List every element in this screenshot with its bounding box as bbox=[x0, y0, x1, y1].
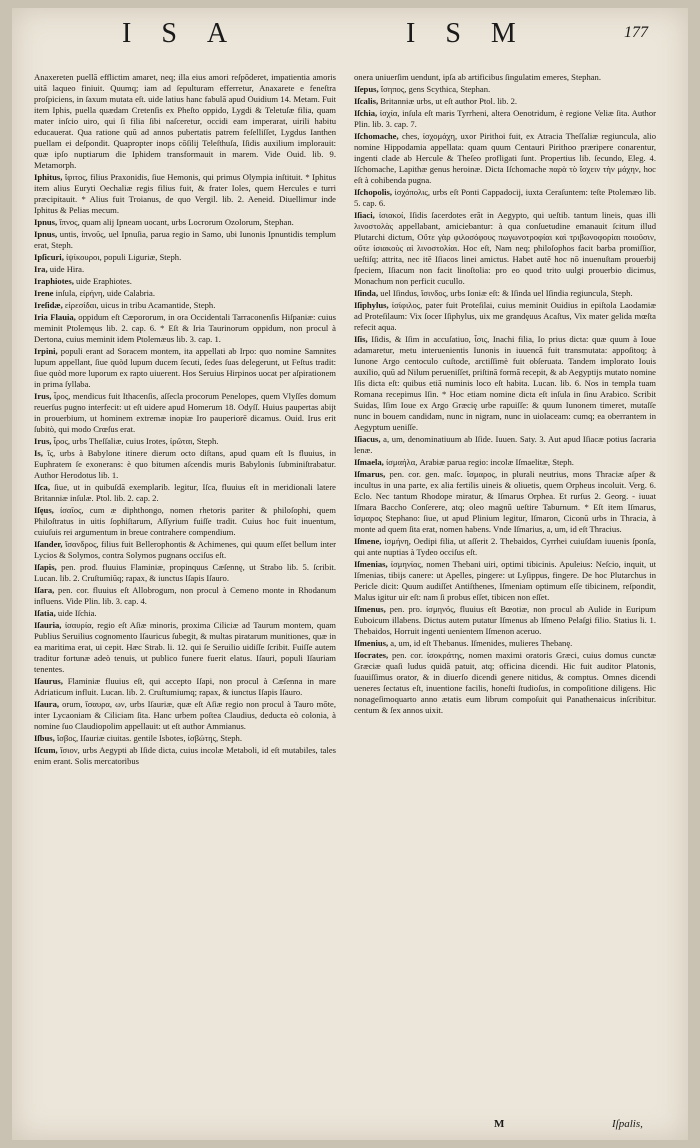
dictionary-entry bbox=[354, 187, 656, 209]
entry-text: ἴσηπος, gens Scythica, Stephan. bbox=[378, 84, 491, 94]
entry-headword: Ipſicuri, bbox=[34, 252, 64, 262]
entry-headword: Iſęus, bbox=[34, 505, 54, 515]
book-page bbox=[12, 8, 688, 1140]
entry-headword: Irus, bbox=[34, 436, 52, 446]
entry-headword: Ipnus, bbox=[34, 217, 58, 227]
entry-text: Iſidis, & Iſim in accuſatiuo, ἶσις, Inachi filia, Io prius dicta: quæ quum à Ioue adamaretur, metu interuenientis Iunonis in iuuencā fuit transmutata: appoſitoq; à Iunone Argo centoculo cuſtode, arctiſſimè fuit obſeruata. Tandem implorato Iouis auxilio, quū ad Nilum perueniſſet, priſtinā formā recepit, & ab Aegyptijs mutato nomine Iſis dicta eſt: quibus etiā numinis loco eſt habita. Lucan. lib. 6. Nos in templa tuam Romana recepimus Iſin. * Hoc etiam nomine dicta eſt inſula in ſinu Arabico. Scribit Suidas, Iſim Ioue ex Argo Græcię urbe rapuiſſe: & quum Iunonem timeret, mutaſſe nunc in bouem candidam, nunc in nigram, nunc in uiolaceam: cumq; ea oberrantem in Aegyptum ueniſſe. bbox=[354, 334, 656, 432]
dictionary-entry bbox=[34, 346, 336, 390]
entry-headword: Iſocrates, bbox=[354, 650, 389, 660]
entry-text: ἴσανδρος, filius fuit Bellerophontis & Achimenes, qui quum eſſet bellum inter Lycios & Solymos, contra Solymos pugnans occiſus eſt. bbox=[34, 539, 336, 560]
entry-headword: Iſaura, bbox=[34, 699, 60, 709]
entry-text: ἰσχία, inſula eſt maris Tyrrheni, altera Oenotridum, è regione Veliæ ſita. Author Plin. lib. 3. cap. 7. bbox=[354, 108, 656, 129]
entry-headword: Iphitus, bbox=[34, 172, 63, 182]
dictionary-entry bbox=[34, 699, 336, 732]
entry-headword: Iſara, bbox=[34, 585, 55, 595]
entry-headword: Iſmaela, bbox=[354, 457, 384, 467]
entry-headword: Iſinda, bbox=[354, 288, 379, 298]
dictionary-entry bbox=[354, 288, 656, 299]
dictionary-entry bbox=[34, 585, 336, 607]
dictionary-entry bbox=[354, 84, 656, 95]
entry-headword: Iſmenius, bbox=[354, 638, 389, 648]
entry-text: ἰσμαήλα, Arabiæ parua regio: incolæ Iſmaelitæ, Steph. bbox=[383, 457, 574, 467]
entry-text: oppidum eſt Cæpororum, in ora Occidentali Tarraconenſis Hiſpaniæ: cuius meminit Ptolemęus lib. 2. cap. 6. * Eſt & Iria Taurinorum oppidum, non procul à Dertona, cuius meminit idem Ptolemæus lib. 3. cap. 1. bbox=[34, 312, 336, 344]
dictionary-entry bbox=[34, 482, 336, 504]
entry-text: εἰρεσίδαι, uicus in tribu Acamantide, Steph. bbox=[62, 300, 216, 310]
dictionary-entry bbox=[34, 608, 336, 619]
entry-headword: Iſatia, bbox=[34, 608, 56, 618]
entry-headword: Ireſidæ, bbox=[34, 300, 63, 310]
dictionary-entry bbox=[34, 391, 336, 435]
entry-text: pen. cor. ἰσοκράτης, nomen maximi oratoris Græci, cuius domus cunctæ Græciæ quaſi ludus quidā patuit, atq; officina dicendi. Hic fuit auditor Platonis, ſuauiſſimus orator, & in diuerſo dicendi genere nitidus, & comptus. Omnes dicendi ueneres ſectatus eſt, inuentione facilis, honeſti ſtudioſus, in compoſitione diligens. Hic nonageſimoquarto anno ætatis eum librum compoſuit qui Panathenaicus inſcribitur. centum & ſex annos uixit. bbox=[354, 650, 656, 715]
dictionary-entry bbox=[34, 172, 336, 216]
entry-text: ἰψίκουροι, populi Liguriæ, Steph. bbox=[63, 252, 182, 262]
entry-headword: Iſander, bbox=[34, 539, 63, 549]
dictionary-entry bbox=[34, 733, 336, 744]
entry-text: ἶρος, urbs Theſſaliæ, cuius Irotes, ἰρῶται, Steph. bbox=[51, 436, 219, 446]
dictionary-entry bbox=[354, 536, 656, 558]
entry-headword: Iſiphylus, bbox=[354, 300, 389, 310]
entry-headword: Iſcalis, bbox=[354, 96, 379, 106]
page-footer bbox=[12, 1118, 688, 1136]
entry-text: ches, ἰσχομάχη, uxor Pirithoi fuit, ex Atracia Theſſaliæ regiuncula, alio nomine Hippodamia appellata: quam quum Centauri Pirithoo præripere conarentur, ingenti clade ab Hercule & Theſeo profligati ſunt. Propertius lib. ſecundo, Eleg. 4. Iſchomache, Lapithæ genus heroinæ. Dicta Iſchomache παρὰ τὸ ἴσχειν τὴν μάχην, hoc eſt à cohibenda pugna. bbox=[354, 131, 656, 185]
entry-headword: Ira, bbox=[34, 264, 48, 274]
entry-headword: Iraphiotes, bbox=[34, 276, 74, 286]
entry-text: ἶρος, mendicus fuit Ithacenſis, aſſecla procorum Penelopes, quem Vlyſſes domum reuerſus pugno interfecit: ut eſt uidere apud Homerum 18. Odyſſ. Huius paupertas abijt in prouerbium, ut hominem extremæ inopiæ Iro pauperiorē dicamus. Ouid. Irus erit ſubitò, qui modo Crœſus erat. bbox=[34, 391, 336, 434]
entry-text: ἴπνος, quam alij Ipneam uocant, urbs Locrorum Ozolorum, Stephan. bbox=[57, 217, 294, 227]
entry-headword: Iria Flauia, bbox=[34, 312, 76, 322]
right-column bbox=[354, 72, 656, 717]
dictionary-entry bbox=[354, 604, 656, 637]
entry-headword: Iſchopolis, bbox=[354, 187, 392, 197]
entry-headword: Iſmenus, bbox=[354, 604, 386, 614]
dictionary-entry bbox=[34, 745, 336, 767]
dictionary-entry bbox=[354, 434, 656, 456]
entry-text: ἰσίφιλος, pater fuit Proteſilai, cuius meminit Ouidius in epiſtola Laodamiæ ad Proteſilaum: Vix ſocer Iſiphylus, uix me grandęuus Acaſtus, Vix mater gelida mœſta refecit aqua. bbox=[354, 300, 656, 332]
dictionary-entry bbox=[34, 539, 336, 561]
entry-headword: Irus, bbox=[34, 391, 52, 401]
dictionary-entry bbox=[34, 288, 336, 299]
dictionary-entry bbox=[354, 96, 656, 107]
dictionary-entry bbox=[34, 312, 336, 345]
dictionary-entry bbox=[354, 72, 656, 83]
dictionary-entry bbox=[34, 217, 336, 228]
dictionary-entry bbox=[354, 650, 656, 716]
entry-text: populi erant ad Soracem montem, ita appellati ab Irpo: quo nomine Samnites lupum appellant, ſiue quòd lupum ducem ſecuti, ſedes ſuas delegerunt, ut Feſtus tradit: ſiue quòd more luporum ex rapto uiuerent. Hos Seruius Hirpinos uocat per aſpirationem in prima ſyllaba. bbox=[34, 346, 336, 389]
entry-text: ἰσιακοί, Iſidis ſacerdotes erāt in Aegypto, qui ueſtib. tantum lineis, quas illi λινοστολὰς appellabant, amiciebantur: à qua conſuetudine emanauit ſcitum illud Plutarchi dictum, Οὔτε γὰρ φιλοσόφους πωγωνοτροφίαι καὶ τριβωνοφορίαι ποιοῦσιν, οὔτε ἰσιακοὺς αἱ λινοστολίαι. Hoc eſt, Nam neq; philoſophos facit barba promiſſior, ueſtiſq; attrita, nec itē Iſiacos linei amictus. Habet autē hoc nō inuenuſtam prouerbij ſpeciem, Iſiacum non facit linoſtolia: pro eo quod trito uulgi prouerbio dicimus, Monachum non perficit cucullo. bbox=[354, 210, 656, 286]
entry-text: uel Iſindus, ἴσινδος, urbs Ioniæ eſt: & Iſinda uel Iſindia regiuncula, Steph. bbox=[378, 288, 633, 298]
entry-text: untis, ἰπνοῦς, uel Ipnuſia, parua regio in Samo, ubi Iunonis Ipnuntidis templum erat, Steph. bbox=[34, 229, 336, 250]
entry-headword: Iſmenias, bbox=[354, 559, 388, 569]
dictionary-entry bbox=[354, 131, 656, 186]
entry-text: ἰσαῖος, cum æ diphthongo, nomen rhetoris pariter & philoſophi, quem Philoſtratus in uitis ſophiſtarum, Aſſyrium fuiſſe tradit. Cuius hoc fuit inuentum, cuiuſuis rei argumentum in breue contrahere compendium. bbox=[34, 505, 336, 537]
entry-text: a, um, denominatiuum ab Iſide. Iuuen. Saty. 3. Aut apud Iſiacæ potius ſacraria lenæ. bbox=[354, 434, 656, 455]
left-column bbox=[34, 72, 336, 768]
entry-text: orum, ἴσαυρα, ων, urbs Iſauriæ, quæ eſt Aſiæ regio non procul à Tauro mōte, inter Lycaoniam & Ciliciam ſita. Hanc urbem poſtea Claudius, deducta eò colonia, à nomine ſuo Claudiopolim appellauit: ut eſt author Ammianus. bbox=[34, 699, 336, 731]
entry-text: inſula, εἰρήνη, uide Calabria. bbox=[53, 288, 156, 298]
entry-text: uide Hira. bbox=[47, 264, 85, 274]
dictionary-entry bbox=[34, 505, 336, 538]
entry-headword: Iſauria, bbox=[34, 620, 62, 630]
entry-headword: Iſis, bbox=[354, 334, 368, 344]
entry-text: ἴσιον, urbs Aegypti ab Iſide dicta, cuius incolæ Metaboli, id eſt mutabiles, tales enim erant. Solis mercatoribus bbox=[34, 745, 336, 766]
entry-text: ἰσμηνίας, nomen Thebani uiri, optimi tibicinis. Apuleius: Neſcio, inquit, ut Iſmenias, tibijs canere: ut Apelles, pingere: ut Lyſippus, fingere. De hoc Plutarchus in Pericle dicit: Quum audiſſet Antiſthenes, Iſmeniam optimum eſſe tibicinem, reſpondit, Malus igitur uir eſt: nam ſi probus eſſet, tibicen non eſſet. bbox=[354, 559, 656, 602]
entry-text: uide Eraphiotes. bbox=[73, 276, 132, 286]
entry-headword: Iſmarus, bbox=[354, 469, 386, 479]
signature-mark: M bbox=[494, 1118, 505, 1130]
entry-headword: Iſchomache, bbox=[354, 131, 399, 141]
entry-text: ἰσχόπολις, urbs eſt Ponti Cappadocij, iuxta Ceraſuntem: teſte Ptolemæo lib. 5. cap. 6. bbox=[354, 187, 656, 208]
dictionary-entry bbox=[354, 210, 656, 287]
dictionary-entry bbox=[354, 469, 656, 535]
dictionary-entry bbox=[354, 457, 656, 468]
dictionary-entry bbox=[354, 108, 656, 130]
entry-text: ἴς, urbs à Babylone itinere dierum octo diſtans, apud quam eſt Is fluuius, in Euphratem ſe exonerans: è quo bitumen aſcendis muris Babylonis ſubminiſtrabatur. Author Herodotus lib. 1. bbox=[34, 448, 336, 480]
entry-headword: Irpini, bbox=[34, 346, 58, 356]
entry-headword: Iſepus, bbox=[354, 84, 379, 94]
entry-headword: Iſiacus, bbox=[354, 434, 381, 444]
dictionary-entry bbox=[354, 300, 656, 333]
entry-text: Britanniæ urbs, ut eſt author Ptol. lib. 2. bbox=[378, 96, 518, 106]
header-right-word: ISM bbox=[406, 18, 546, 49]
entry-text: onera uniuerſim uendunt, ipſa ab artificibus ſingulatim emeres, Stephan. bbox=[354, 72, 602, 82]
entry-text: pen. prod. fluuius Flaminiæ, propinquus Cæſennę, ut Strabo lib. 5. ſcribit. Lucan. lib. 2. Cruſtumiūq; rapax, & iunctus Iſapis Iſauro. bbox=[34, 562, 336, 583]
dictionary-entry bbox=[34, 72, 336, 171]
dictionary-entry bbox=[34, 620, 336, 675]
page-number: 177 bbox=[624, 24, 648, 41]
entry-headword: Iſaurus, bbox=[34, 676, 63, 686]
dictionary-entry bbox=[354, 559, 656, 603]
entry-headword: Ipnus, bbox=[34, 229, 58, 239]
catchword: Iſpalis, bbox=[612, 1118, 643, 1130]
entry-headword: Iſcum, bbox=[34, 745, 58, 755]
dictionary-entry bbox=[34, 300, 336, 311]
dictionary-entry bbox=[354, 638, 656, 649]
dictionary-entry bbox=[34, 562, 336, 584]
dictionary-entry bbox=[34, 276, 336, 287]
entry-headword: Iſapis, bbox=[34, 562, 57, 572]
entry-text: ἰσμήνη, Oedipi filia, ut aſſerit 2. Thebaidos, Cyrrhei cuiuſdam iuuenis ſponſa, qui ante nuptias à Tydeo occiſus eſt. bbox=[354, 536, 656, 557]
entry-text: Flaminiæ fluuius eſt, qui accepto Iſapi, non procul à Cæſenna in mare Adriaticum influit. Lucan. lib. 2. Cruſtumiumq; rapax, & iunctus Iſapis Iſauro. bbox=[34, 676, 336, 697]
dictionary-entry bbox=[354, 334, 656, 433]
entry-text: uide Iſchia. bbox=[55, 608, 97, 618]
entry-text: ἴφιτος, filius Praxonidis, ſiue Hemonis, qui primus Olympia inſtituit. * Iphitus item alius Euryti Oechaliæ regis filius fuit, & frater Ioles, quem Hercules e turri præcipitauit. * Alius fuit Troianus, de quo Vergil. lib. 2. Aeneid. Diuellimur inde Iphitus & Pelias mecum. bbox=[34, 172, 336, 215]
entry-text: pen. cor. gen. maſc. ἴσμαρος, in plurali neutrius, mons Thraciæ aſper & incultus in una parte, ex alia fertilis uineis & oliuetis, quem Orpheus incoluit. Verg. 6. Eclo. Nec tantum Rhodope miratur, & Iſmarus Orphea. Et rurſus 2. Georg. - iuuat Iſmara Baccho Conſerere, atq; oleo magnū ueſtire Taburnum. * Eſt item Iſmarus, ἴσμαρος Stephano: ſiue, ut apud Plinium legitur, Iſmaron, Ciconū urbs in Thracia, à monte ad quem ſita erat, nomen habens. Vnde Iſmarius, a, um, id eſt Thracius. bbox=[354, 469, 656, 534]
entry-headword: Iſbus, bbox=[34, 733, 55, 743]
header-left-word: ISA bbox=[122, 18, 258, 49]
entry-text: pen. cor. fluuius eſt Allobrogum, non procul à Cemeno monte in Rhodanum influens. Vide Plin. lib. 3. cap. 4. bbox=[34, 585, 336, 606]
entry-headword: Iſca, bbox=[34, 482, 50, 492]
dictionary-entry bbox=[34, 264, 336, 275]
entry-headword: Iſchia, bbox=[354, 108, 378, 118]
entry-text: ſiue, ut in quibuſdā exemplarib. legitur, Iſca, fluuius eſt in meridionali latere Britanniæ inſulæ. Ptol. lib. 2. cap. 2. bbox=[34, 482, 336, 503]
entry-headword: Irene bbox=[34, 288, 54, 298]
dictionary-entry bbox=[34, 676, 336, 698]
entry-text: Anaxereten puellā efflictim amaret, neq; illa eius amori reſpōderet, impatientia amoris uitā laqueo finiuit. Quumq; iam ad ſepulturam efferretur, Anaxarete e feneſtra proſpiciens, in ſaxum mutata eſt. uide latius hanc fabulā apud Ouidium 14. Metam. Fuit item Iphis, puella quædam Cretenſis ex Pheſto oppido, Lygdi & Teletuſæ filia, quam mater inſcio uiro, qui ſi filia ſibi naſceretur, occidi eam imperarat, uirili habitu educauerat. Qua ratione quū ad annos pubertatis patrem feſelliſſet, Lygdus Ianthen puellam ei deſpondit. Quapropter inops cōſilij Teleſthuſa, Iſidis auxilium implorauit: quæ ipſo nuptiarum die Iphidem transformauit in marem. Vide Ouid. lib. 9. Metamorph. bbox=[34, 72, 336, 170]
running-header bbox=[12, 18, 688, 58]
entry-headword: Is, bbox=[34, 448, 43, 458]
dictionary-entry bbox=[34, 252, 336, 263]
dictionary-entry bbox=[34, 448, 336, 481]
entry-headword: Iſmene, bbox=[354, 536, 382, 546]
entry-text: pen. pro. ἰσμηνός, fluuius eſt Bœotiæ, non procul ab Aulide in Euripum Euboicum illabens. Dictus autem putatur Iſmenus ab Iſmeno Pelaſgi filio. Statius li. 1. Thebaidos, Horruit ingenti uenientem Iſmenon aceruo. bbox=[354, 604, 656, 636]
entry-headword: Iſiaci, bbox=[354, 210, 375, 220]
dictionary-entry bbox=[34, 436, 336, 447]
entry-text: ἰσαυρία, regio eſt Aſiæ minoris, proxima Ciliciæ ad Taurum montem, quam Publius Seruilius cognomento Iſauricus ſubegit, & multas piratarum munitiones, quæ in ea maritima erat, ui cepit. Hæc Strab. li. 12. qui ſe Seruilio uidiſſe ſcribit. Fuiſſe autem traditur fortunæ adeò tenuis, ut publico funere fuerit elatus. Iſauri, populi Iſauriam tenentes. bbox=[34, 620, 336, 674]
entry-text: ἴσβος, Iſauriæ ciuitas. gentile Isbotes, ἰσβώτης, Steph. bbox=[54, 733, 243, 743]
entry-text: a, um, id eſt Thebanus. Iſmenides, mulieres Thebanę. bbox=[388, 638, 573, 648]
dictionary-entry bbox=[34, 229, 336, 251]
